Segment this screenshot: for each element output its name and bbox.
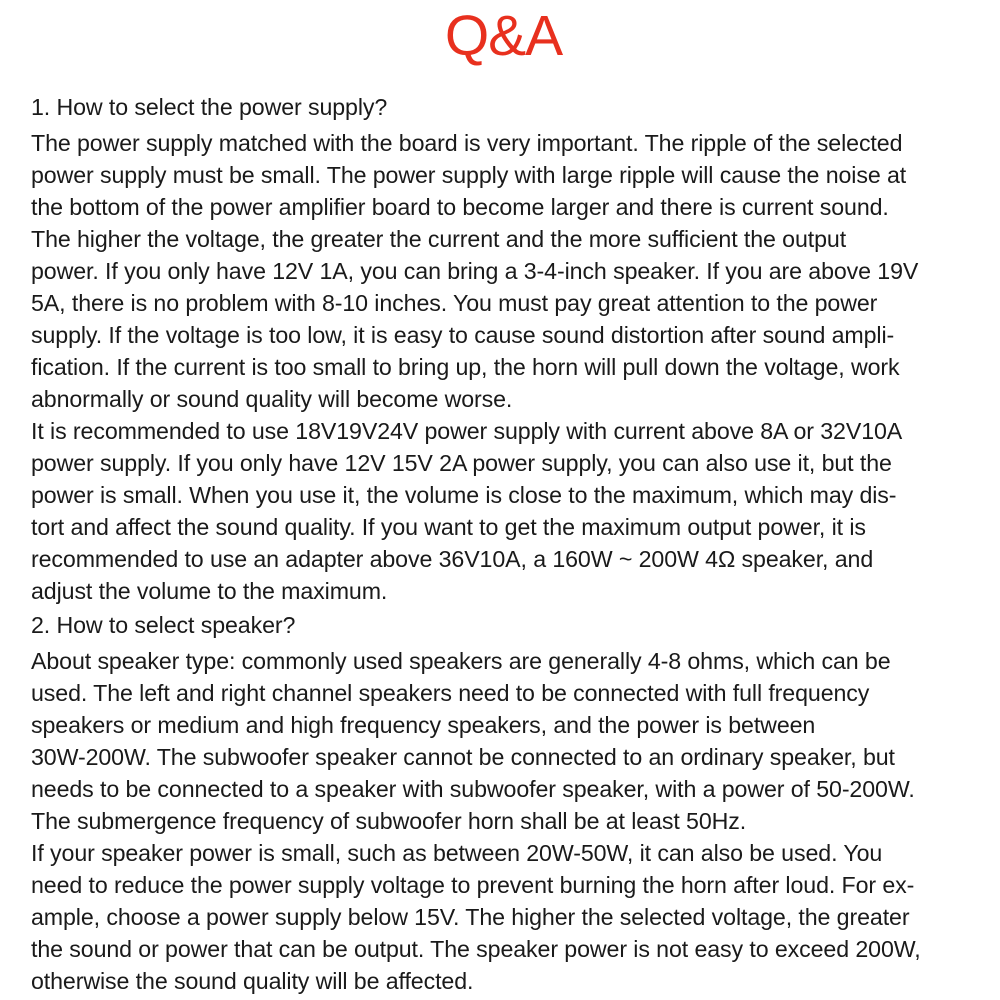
- text-line: power supply. If you only have 12V 15V 2A power supply, you can also use it, but the: [31, 450, 892, 476]
- text-line: abnormally or sound quality will become worse.: [31, 386, 513, 412]
- text-line: used. The left and right channel speakers need to be connected with full frequency: [31, 680, 870, 706]
- text-line: 5A, there is no problem with 8-10 inches. You must pay great attention to the power: [31, 290, 878, 316]
- text-line: 30W-200W. The subwoofer speaker cannot be connected to an ordinary speaker, but: [31, 744, 895, 770]
- text-line: About speaker type: commonly used speakers are generally 4-8 ohms, which can be: [31, 648, 891, 674]
- text-line: needs to be connected to a speaker with subwoofer speaker, with a power of 50-200W.: [31, 776, 915, 802]
- text-line: speakers or medium and high frequency speakers, and the power is between: [31, 712, 816, 738]
- text-line: the bottom of the power amplifier board to become larger and there is current sound.: [31, 194, 889, 220]
- text-line: The power supply matched with the board is very important. The ripple of the selected: [31, 130, 903, 156]
- text-line: fication. If the current is too small to bring up, the horn will pull down the voltage, work: [31, 354, 900, 380]
- page-title: Q&A: [444, 4, 563, 68]
- text-line: supply. If the voltage is too low, it is easy to cause sound distortion after sound ampli-: [31, 322, 895, 348]
- text-line: otherwise the sound quality will be affected.: [31, 968, 474, 994]
- text-line: need to reduce the power supply voltage to prevent burning the horn after loud. For ex-: [31, 872, 915, 898]
- text-line: If your speaker power is small, such as between 20W-50W, it can also be used. You: [31, 840, 883, 866]
- text-line: adjust the volume to the maximum.: [31, 578, 388, 604]
- text-line: The submergence frequency of subwoofer horn shall be at least 50Hz.: [31, 808, 747, 834]
- text-line: tort and affect the sound quality. If you want to get the maximum output power, it is: [31, 514, 866, 540]
- text-line: power. If you only have 12V 1A, you can bring a 3-4-inch speaker. If you are above 19V: [31, 258, 919, 284]
- text-line: power supply must be small. The power supply with large ripple will cause the noise at: [31, 162, 907, 188]
- text-line: ample, choose a power supply below 15V. The higher the selected voltage, the greater: [31, 904, 910, 930]
- text-line: The higher the voltage, the greater the current and the more sufficient the output: [31, 226, 847, 252]
- text-line: It is recommended to use 18V19V24V power supply with current above 8A or 32V10A: [31, 418, 903, 444]
- qa-document: [31, 0, 976, 1000]
- heading-speaker: 2. How to select speaker?: [31, 612, 296, 638]
- heading-power-supply: 1. How to select the power supply?: [31, 94, 388, 120]
- text-line: recommended to use an adapter above 36V10A, a 160W ~ 200W 4Ω speaker, and: [31, 546, 874, 572]
- text-line: the sound or power that can be output. The speaker power is not easy to exceed 200W,: [31, 936, 921, 962]
- text-line: power is small. When you use it, the volume is close to the maximum, which may dis-: [31, 482, 897, 508]
